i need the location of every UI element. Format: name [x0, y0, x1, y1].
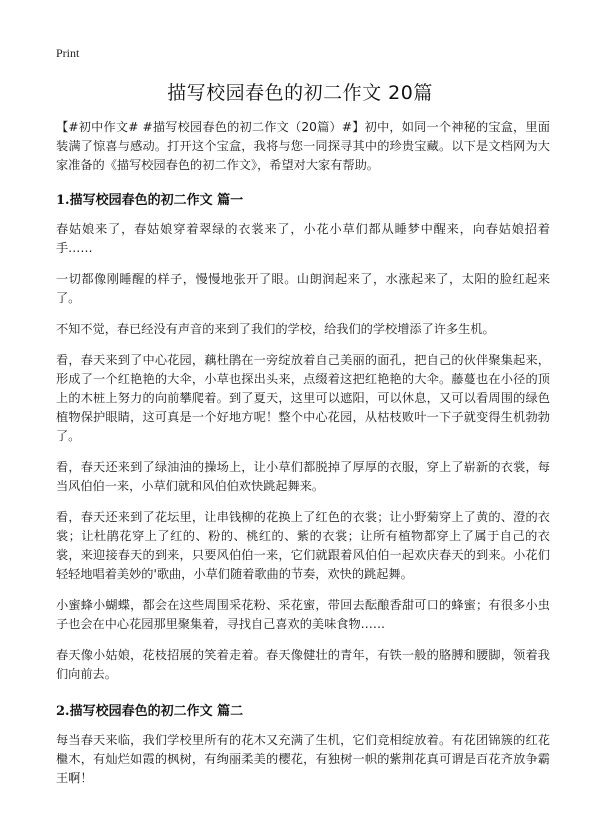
document-body — [56, 118, 550, 800]
paragraph: 不知不觉，春已经没有声音的来到了我们的学校，给我们的学校增添了许多生机。 — [56, 322, 495, 336]
paragraph: 小蜜蜂小蝴蝶，都会在这些周围采花粉、采花蜜，带回去酝酿香甜可口的蜂蜜；有很多小虫子也会在中心花园那里聚集着，寻找自己喜欢的美味食物…… — [56, 598, 550, 631]
paragraph: 每当春天来临，我们学校里所有的花木又充满了生机，它们竞相绽放着。有花团锦簇的红花檵木，有灿烂如霞的枫树，有绚丽柔美的樱花，有独树一帜的紫荆花真可谓是百花齐放争霸王啊！ — [56, 733, 550, 785]
paragraph: 看，春天还来到了花坛里，让串钱柳的花换上了红色的衣裳；让小野菊穿上了黄的、澄的衣裳；让杜鹃花穿上了红的、粉的、桃红的、紫的衣裳；让所有植物都穿上了属于自己的衣裳，来迎接春天的到来，只要风伯伯一来，它们就跟着风伯伯一起欢庆春天的到来。小花们轻轻地唱着美妙的'歌曲，小草们随着歌曲的节奏，欢快的跳起舞。 — [56, 510, 550, 581]
section-heading: 2.描写校园春色的初二作文 篇二 — [56, 704, 244, 719]
page-title: 描写校园春色的初二作文 20篇 — [167, 82, 433, 104]
paragraph: 春姑娘来了，春姑娘穿着翠绿的衣裳来了，小花小草们都从睡梦中醒来，向春姑娘招着手…… — [56, 222, 550, 255]
paragraph: 看，春天还来到了绿油油的操场上，让小草们都脱掉了厚厚的衣服，穿上了崭新的衣裳，每当风伯伯一来，小草们就和风伯伯欢快跳起舞来。 — [56, 460, 550, 493]
section-1 — [56, 189, 550, 684]
section-2 — [56, 700, 550, 788]
intro-paragraph: 【#初中作文# #描写校园春色的初二作文（20篇）#】初中，如同一个神秘的宝盒，里面装满了惊喜与感动。打开这个宝盒，我将与您一同探寻其中的珍贵宝藏。以下是文档网为大家准备的《描写校园春色的初二作文》，希望对大家有帮助。 — [56, 120, 550, 172]
print-link[interactable]: Print — [56, 46, 80, 60]
paragraph: 看，春天来到了中心花园，藕杜鹃在一旁绽放着自己美丽的面孔，把自己的伙伴聚集起来，形成了一个红艳艳的大伞，小草也探出头来，点缀着这把红艳艳的大伞。藤蔓也在小径的顶上的木桩上努力的向前攀爬着。到了夏天，这里可以遮阳，可以休息，又可以看周围的绿色植物保护眼睛，这可真是一个好地方呢！整个中心花园，从枯枝败叶一下子就变得生机勃勃了。 — [56, 353, 550, 443]
section-heading: 1.描写校园春色的初二作文 篇一 — [56, 193, 244, 208]
paragraph: 一切都像刚睡醒的样子，慢慢地张开了眼。山朗润起来了，水涨起来了，太阳的脸红起来了。 — [56, 272, 550, 305]
paragraph: 春天像小姑娘，花枝招展的笑着走着。春天像健壮的青年，有铁一般的胳膊和腰脚，领着我们向前去。 — [56, 648, 550, 681]
